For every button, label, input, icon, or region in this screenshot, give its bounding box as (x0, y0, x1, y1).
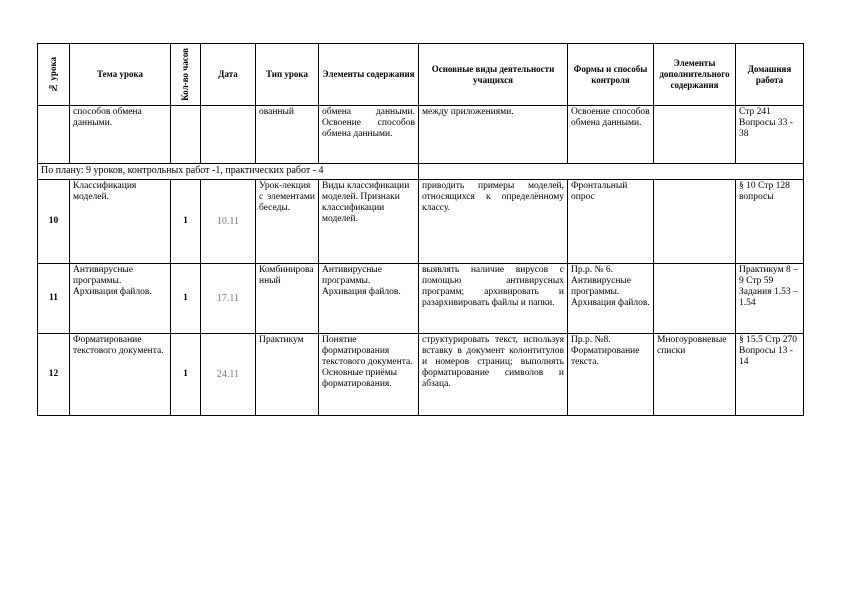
lesson-homework: Практикум 8 – 9 Стр 59 Задания 1.53 – 1.54 (736, 264, 804, 334)
lesson-extra (654, 180, 736, 264)
lesson-extra: Многоуровневые списки (654, 334, 736, 416)
lesson-activity: приводить примеры моделей, относящихся к определённому классу. (419, 180, 568, 264)
lesson-topic: Антивирусные программы. Архивация файлов. (70, 264, 171, 334)
header-topic: Тема урока (70, 44, 171, 106)
cell-content: обмена данными. Освоение способов обмена данными. (319, 106, 419, 164)
header-extra: Элементы дополнительного содержания (654, 44, 736, 106)
summary-empty (419, 164, 804, 180)
summary-row (38, 164, 804, 180)
lesson-content: Понятие форматирования текстового документа. Основные приёмы форматирования. (319, 334, 419, 416)
header-control: Формы и способы контроля (568, 44, 654, 106)
header-row (38, 44, 804, 106)
summary-text: По плану: 9 уроков, контрольных работ -1, практических работ - 4 (38, 164, 419, 180)
lesson-type: Практикум (256, 334, 319, 416)
lesson-number: 10 (38, 180, 70, 264)
header-hours: Кол-во часов (171, 44, 201, 106)
cell-activity: между приложениями. (419, 106, 568, 164)
cell-control: Освоение способов обмена данными. (568, 106, 654, 164)
cell-num (38, 106, 70, 164)
table-row (38, 180, 804, 264)
lesson-topic: Классификация моделей. (70, 180, 171, 264)
cell-extra (654, 106, 736, 164)
lesson-type: Комбинированный (256, 264, 319, 334)
table-row (38, 264, 804, 334)
header-lesson-number: № урока (38, 44, 70, 106)
lesson-hours: 1 (171, 334, 201, 416)
header-activity: Основные виды деятельности учащихся (419, 44, 568, 106)
lesson-date: 24.11 (201, 334, 256, 416)
lesson-date: 17.11 (201, 264, 256, 334)
lesson-plan-table (37, 43, 804, 416)
header-date: Дата (201, 44, 256, 106)
cell-hours (171, 106, 201, 164)
header-homework: Домашняя работа (736, 44, 804, 106)
lesson-homework: § 15.5 Стр 270 Вопросы 13 - 14 (736, 334, 804, 416)
lesson-hours: 1 (171, 180, 201, 264)
lesson-control: Пр.р. № 6. Антивирусные программы. Архивация файлов. (568, 264, 654, 334)
cell-date (201, 106, 256, 164)
table-row (38, 334, 804, 416)
cell-type: ованный (256, 106, 319, 164)
lesson-type: Урок-лекция с элементами беседы. (256, 180, 319, 264)
lesson-control: Пр.р. №8. Форматирование текста. (568, 334, 654, 416)
lesson-hours: 1 (171, 264, 201, 334)
lesson-topic: Форматирование текстового документа. (70, 334, 171, 416)
lesson-activity: структурировать текст, используя вставку в документ колонтитулов и номеров страниц; выполнять форматирование символов и абзаца. (419, 334, 568, 416)
lesson-number: 11 (38, 264, 70, 334)
lesson-number: 12 (38, 334, 70, 416)
lesson-homework: § 10 Стр 128 вопросы (736, 180, 804, 264)
header-type: Тип урока (256, 44, 319, 106)
lesson-control: Фронтальный опрос (568, 180, 654, 264)
table-row-continued (38, 106, 804, 164)
cell-topic: способов обмена данными. (70, 106, 171, 164)
header-content: Элементы содержания (319, 44, 419, 106)
lesson-content: Антивирусные программы. Архивация файлов. (319, 264, 419, 334)
lesson-date: 10.11 (201, 180, 256, 264)
lesson-activity: выявлять наличие вирусов с помощью антивирусных программ; архивировать и разархивировать файлы и папки. (419, 264, 568, 334)
lesson-content: Виды классификации моделей. Признаки классификации моделей. (319, 180, 419, 264)
lesson-extra (654, 264, 736, 334)
cell-homework: Стр 241 Вопросы 33 - 38 (736, 106, 804, 164)
